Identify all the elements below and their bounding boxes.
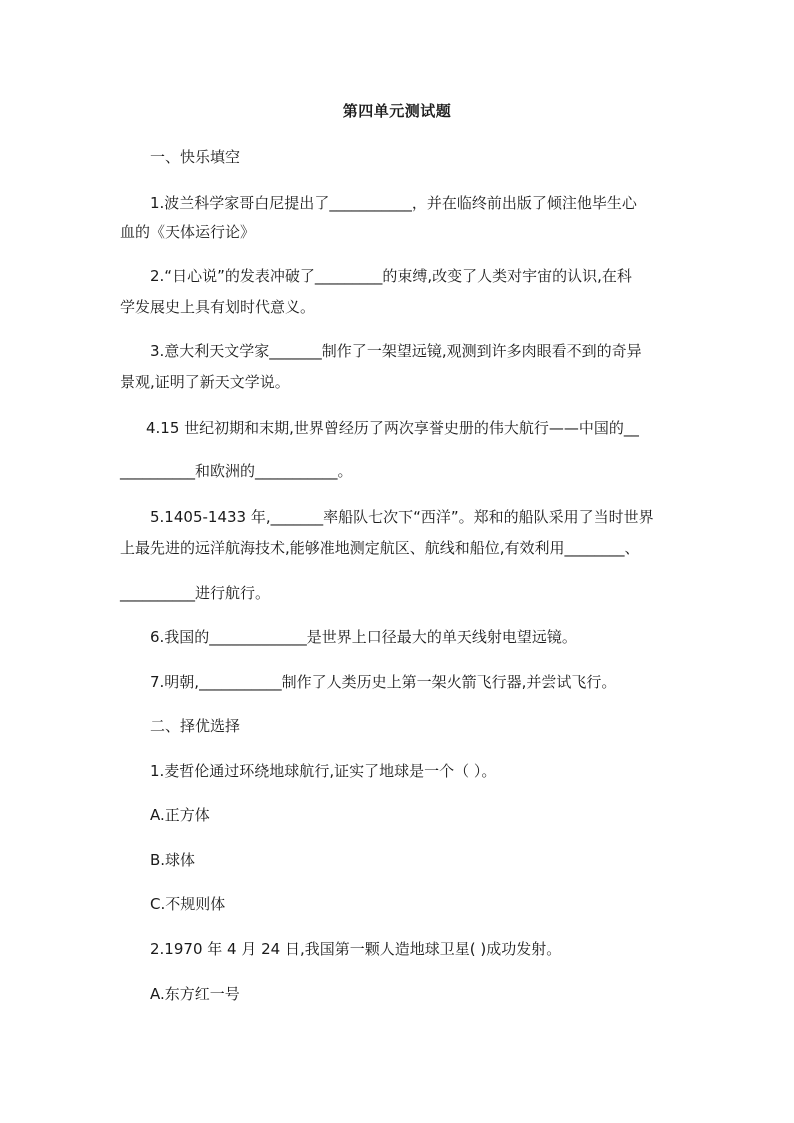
choice-option: A.正方体 [150,806,210,824]
question-1-line-2: 血的《天体运行论》 [120,223,256,241]
question-3-line-2: 景观,证明了新天文学说。 [120,373,290,391]
question-2-line-1: 2.“日心说”的发表冲破了_________的束缚,改变了人类对宇宙的认识,在科 [150,267,632,285]
choice-option: B.球体 [150,851,196,869]
question-4-line-2: __________和欧洲的___________。 [120,462,353,480]
question-4-line-1: 4.15 世纪初期和末期,世界曾经历了两次享誉史册的伟大航行——中国的__ [146,419,639,437]
choice-option: C.不规则体 [150,895,226,913]
choice-option: A.东方红一号 [150,985,240,1003]
section-heading-choice: 二、择优选择 [150,717,241,735]
choice-question-2-stem: 2.1970 年 4 月 24 日,我国第一颗人造地球卫星( )成功发射。 [150,940,562,958]
question-6: 6.我国的_____________是世界上口径最大的单天线射电望远镜。 [150,628,577,646]
question-3-line-1: 3.意大利天文学家_______制作了一架望远镜,观测到许多肉眼看不到的奇异 [150,342,642,360]
question-7: 7.明朝,___________制作了人类历史上第一架火箭飞行器,并尝试飞行。 [150,673,617,691]
section-heading-fill-in: 一、快乐填空 [150,148,241,166]
question-5-line-1: 5.1405-1433 年,_______率船队七次下“西洋”。郑和的船队采用了当时世界 [150,508,654,526]
choice-question-1-stem: 1.麦哲伦通过环绕地球航行,证实了地球是一个（ ）。 [150,762,497,780]
question-5-line-2: 上最先进的远洋航海技术,能够准地测定航区、航线和船位,有效利用________、 [120,539,640,557]
question-2-line-2: 学发展史上具有划时代意义。 [120,298,316,316]
question-5-line-3: __________进行航行。 [120,584,271,602]
page-title: 第四单元测试题 [342,102,452,120]
question-1-line-1: 1.波兰科学家哥白尼提出了___________，并在临终前出版了倾注他毕生心 [150,194,637,212]
